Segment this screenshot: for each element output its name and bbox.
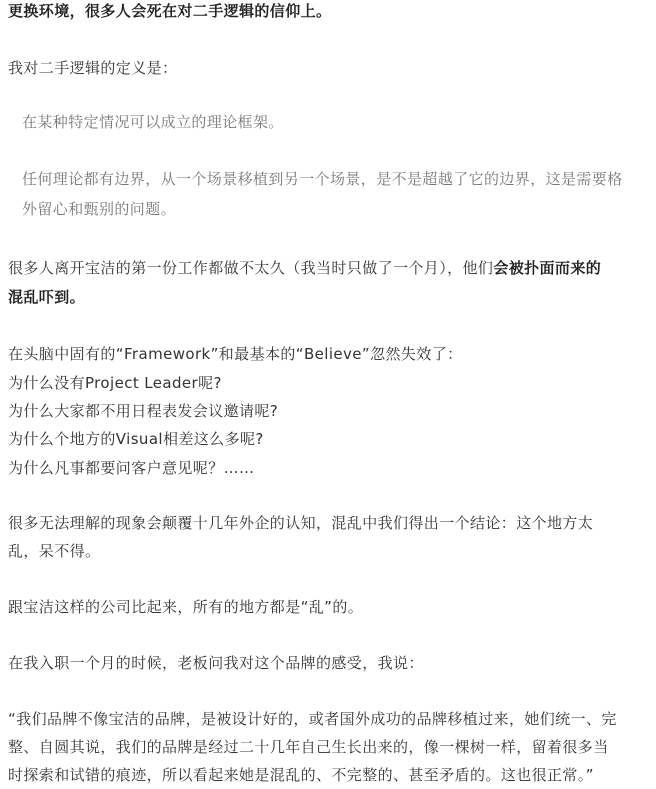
quote-boundary-line-1: 任何理论都有边界，从一个场景移植到另一个场景，是不是超越了它的边界，这是需要格 bbox=[22, 170, 623, 188]
question-visual-diff: 为什么个地方的Visual相差这么多呢? bbox=[8, 430, 264, 448]
quote-definition: 在某种特定情况可以成立的理论框架。 bbox=[22, 113, 284, 131]
quote-brand-line-2: 整、自圆其说，我们的品牌是经过二十几年自己生长出来的，像一棵树一样，留着很多当 bbox=[8, 738, 609, 756]
paragraph-conclusion-line-1: 很多无法理解的现象会颠覆十几年外企的认知，混乱中我们得出一个结论：这个地方太 bbox=[8, 514, 594, 532]
question-client-opinion: 为什么凡事都要问客户意见呢？…… bbox=[8, 459, 255, 477]
quote-brand-line-3: 时探索和试错的痕迹，所以看起来她是混乱的、不完整的、甚至矛盾的。这也很正常。” bbox=[8, 766, 594, 784]
question-calendar-invite: 为什么大家都不用日程表发会议邀请呢? bbox=[8, 402, 279, 420]
paragraph-leaving-pg-emphasis: 会被扑面而来的 bbox=[493, 259, 602, 277]
paragraph-leaving-pg-text: 很多人离开宝洁的第一份工作都做不太久（我当时只做了一个月），他们 bbox=[8, 259, 494, 277]
paragraph-comparison: 跟宝洁这样的公司比起来，所有的地方都是“乱”的。 bbox=[8, 598, 364, 616]
paragraph-opening: 更换环境，很多人会死在对二手逻辑的信仰上。 bbox=[8, 2, 332, 20]
quote-brand-line-1: “我们品牌不像宝洁的品牌，是被设计好的，或者国外成功的品牌移植过来，她们统一、完 bbox=[8, 710, 617, 728]
quote-boundary-line-2: 外留心和甄别的问题。 bbox=[22, 200, 177, 218]
paragraph-leaving-pg-line-2: 混乱吓到。 bbox=[8, 288, 86, 306]
paragraph-conclusion-line-2: 乱，呆不得。 bbox=[8, 542, 101, 560]
paragraph-leaving-pg-line-1 bbox=[8, 254, 601, 282]
paragraph-boss-question: 在我入职一个月的时候，老板问我对这个品牌的感受，我说： bbox=[8, 654, 424, 672]
paragraph-framework-intro: 在头脑中固有的“Framework”和最基本的“Believe”忽然失效了： bbox=[8, 345, 463, 363]
question-project-leader: 为什么没有Project Leader呢? bbox=[8, 374, 222, 392]
paragraph-definition-intro: 我对二手逻辑的定义是： bbox=[8, 59, 178, 77]
